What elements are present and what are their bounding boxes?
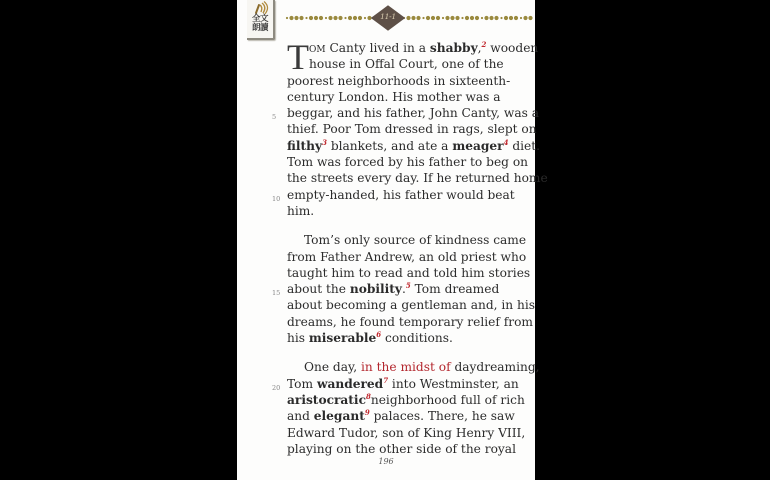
paragraph (272, 37, 548, 219)
ornament-dot (422, 17, 424, 19)
text-line (287, 89, 501, 105)
page-number: 196 (378, 457, 394, 466)
text-run: Tom was forced by his father to beg on (287, 155, 529, 170)
text-run: diet. (508, 138, 541, 153)
footnote-marker: 5 (405, 281, 411, 291)
text-line (287, 408, 515, 424)
text-run: Tom (287, 376, 317, 391)
text-run: the streets every day. If he returned home (287, 171, 548, 186)
text-line (287, 425, 526, 441)
ornament-dot (504, 16, 508, 20)
text-run: poorest neighborhoods in sixteenth- (287, 73, 511, 88)
text-run: his (287, 331, 309, 346)
vocabulary-word: meager (452, 138, 504, 153)
text-run: century London. His mother was a (287, 89, 501, 104)
ornament-dot (406, 16, 410, 20)
ornament-dot (338, 16, 342, 20)
ornament-dot (520, 17, 522, 19)
text-run: thief. Poor Tom dressed in rags, slept on (287, 122, 537, 137)
ornament-dot (319, 16, 323, 20)
vocabulary-word: aristocratic (287, 392, 366, 407)
ornament-dot (328, 16, 332, 20)
text-line (272, 105, 539, 122)
vocabulary-word: filthy (287, 138, 323, 153)
text-run: empty-handed, his father would beat (287, 187, 515, 202)
text-line (272, 187, 515, 203)
ornament-dot (500, 17, 502, 19)
text-run: beggar, and his father, John Canty, was a (287, 106, 539, 121)
ornament-dot (431, 16, 435, 20)
line-number: 15 (272, 289, 281, 298)
ornament-dot (484, 16, 488, 20)
book-page (237, 0, 548, 480)
ornament-dot (344, 17, 346, 19)
vocabulary-word: shabby (429, 41, 478, 55)
paragraph (272, 359, 540, 457)
ornament-dot (494, 16, 498, 20)
footnote-marker: 8 (366, 391, 371, 401)
footnote-marker: 9 (364, 408, 370, 418)
footnote-marker: 4 (503, 137, 509, 147)
line-number: 5 (272, 113, 277, 122)
ornament-dot (461, 17, 463, 19)
vocabulary-word: miserable (308, 331, 377, 346)
text-run: from Father Andrew, an old priest who (287, 249, 527, 264)
ornament-dot (333, 16, 337, 20)
ornament-dot (358, 16, 362, 20)
text-run: wooden (486, 41, 539, 55)
ornament-dot (509, 16, 513, 20)
ornament-dot (445, 16, 449, 20)
text-run: Tom’s only source of kindness came (304, 233, 527, 248)
ornament-dot (309, 16, 313, 20)
text-line (287, 73, 511, 89)
ornament-dot (325, 17, 327, 19)
ornament-dot (289, 16, 293, 20)
text-line (287, 441, 516, 457)
ornament-dot (294, 16, 298, 20)
ornament-dot (528, 16, 532, 20)
ornament-dot (426, 16, 430, 20)
ornament-dot (305, 17, 307, 19)
footnote-marker: 6 (376, 329, 382, 339)
text-run: and (287, 409, 314, 424)
text-line (272, 375, 519, 392)
paragraph (272, 232, 536, 346)
ornament-dot (286, 17, 288, 19)
text-line (287, 359, 540, 375)
text-run: Edward Tudor, son of King Henry VIII, (287, 425, 526, 440)
vocabulary-word: wandered (316, 376, 384, 391)
ornament-dot (481, 17, 483, 19)
ornament-dot (450, 16, 454, 20)
text-line (287, 314, 533, 330)
ornament-dot (475, 16, 479, 20)
footnote-marker: 7 (383, 375, 389, 385)
text-line (287, 121, 537, 137)
text-run: taught him to read and told him stories (287, 265, 531, 280)
full-text-audio-button[interactable] (247, 0, 275, 40)
text-run: about becoming a gentleman and, in his (287, 298, 536, 313)
text-line (287, 391, 525, 408)
small-caps-text: om (309, 41, 326, 55)
text-run: . (402, 282, 406, 297)
ornament-dot (442, 17, 444, 19)
text-run: palaces. There, he saw (369, 409, 515, 424)
text-run: conditions. (381, 331, 453, 346)
text-line (287, 249, 527, 265)
ornament-dot (514, 16, 518, 20)
chapter-number: 11-1 (380, 12, 396, 21)
highlighted-phrase: in the midst of (361, 360, 451, 375)
text-run: into Westminster, an (388, 376, 519, 391)
ornament-dot (489, 16, 493, 20)
ornament-dot (416, 16, 420, 20)
ornament-dot (353, 16, 357, 20)
text-run: playing on the other side of the royal (287, 441, 516, 456)
ornament-dot (299, 16, 303, 20)
sound-wave-icon (253, 1, 269, 15)
ornament-dot (436, 16, 440, 20)
text-line (287, 154, 529, 170)
text-run: dreams, he found temporary relief from (287, 314, 533, 329)
text-line (287, 297, 536, 313)
text-run: him. (287, 203, 315, 218)
footnote-marker: 3 (322, 137, 327, 147)
text-line (287, 232, 527, 248)
text-run: One day, (304, 360, 362, 375)
ornament-dot (470, 16, 474, 20)
ornament-dot (364, 17, 366, 19)
story-text (272, 37, 548, 470)
text-run: blankets, and ate a (326, 138, 453, 153)
ornament-dot (348, 16, 352, 20)
ornament-dot (411, 16, 415, 20)
text-run: , (477, 41, 482, 55)
vocabulary-word: nobility (349, 282, 402, 297)
text-line (287, 330, 493, 346)
text-line (287, 265, 531, 281)
text-run: neighborhood full of rich (370, 392, 525, 407)
chapter-marker (377, 9, 399, 27)
text-run: Canty lived in a (325, 41, 430, 55)
vocabulary-word: elegant (313, 409, 365, 424)
ornament-dot (314, 16, 318, 20)
text-run: about the (287, 282, 350, 297)
text-run: daydreaming, (450, 360, 540, 375)
decorative-dotted-rule (285, 10, 535, 26)
text-line (287, 137, 541, 154)
drop-cap: T (287, 37, 309, 77)
full-text-audio-label: 全文 朗讀 (251, 14, 268, 33)
text-run: Tom dreamed (410, 282, 500, 297)
ornament-dot (455, 16, 459, 20)
line-number: 10 (272, 194, 281, 203)
line-number: 20 (272, 383, 281, 392)
text-line (287, 203, 493, 219)
text-run: house in Offal Court, one of the (309, 57, 504, 72)
footnote-marker: 2 (481, 39, 487, 49)
ornament-dot (523, 16, 527, 20)
text-line (287, 56, 504, 72)
text-line (272, 281, 500, 298)
text-line (287, 170, 548, 186)
ornament-dot (465, 16, 469, 20)
